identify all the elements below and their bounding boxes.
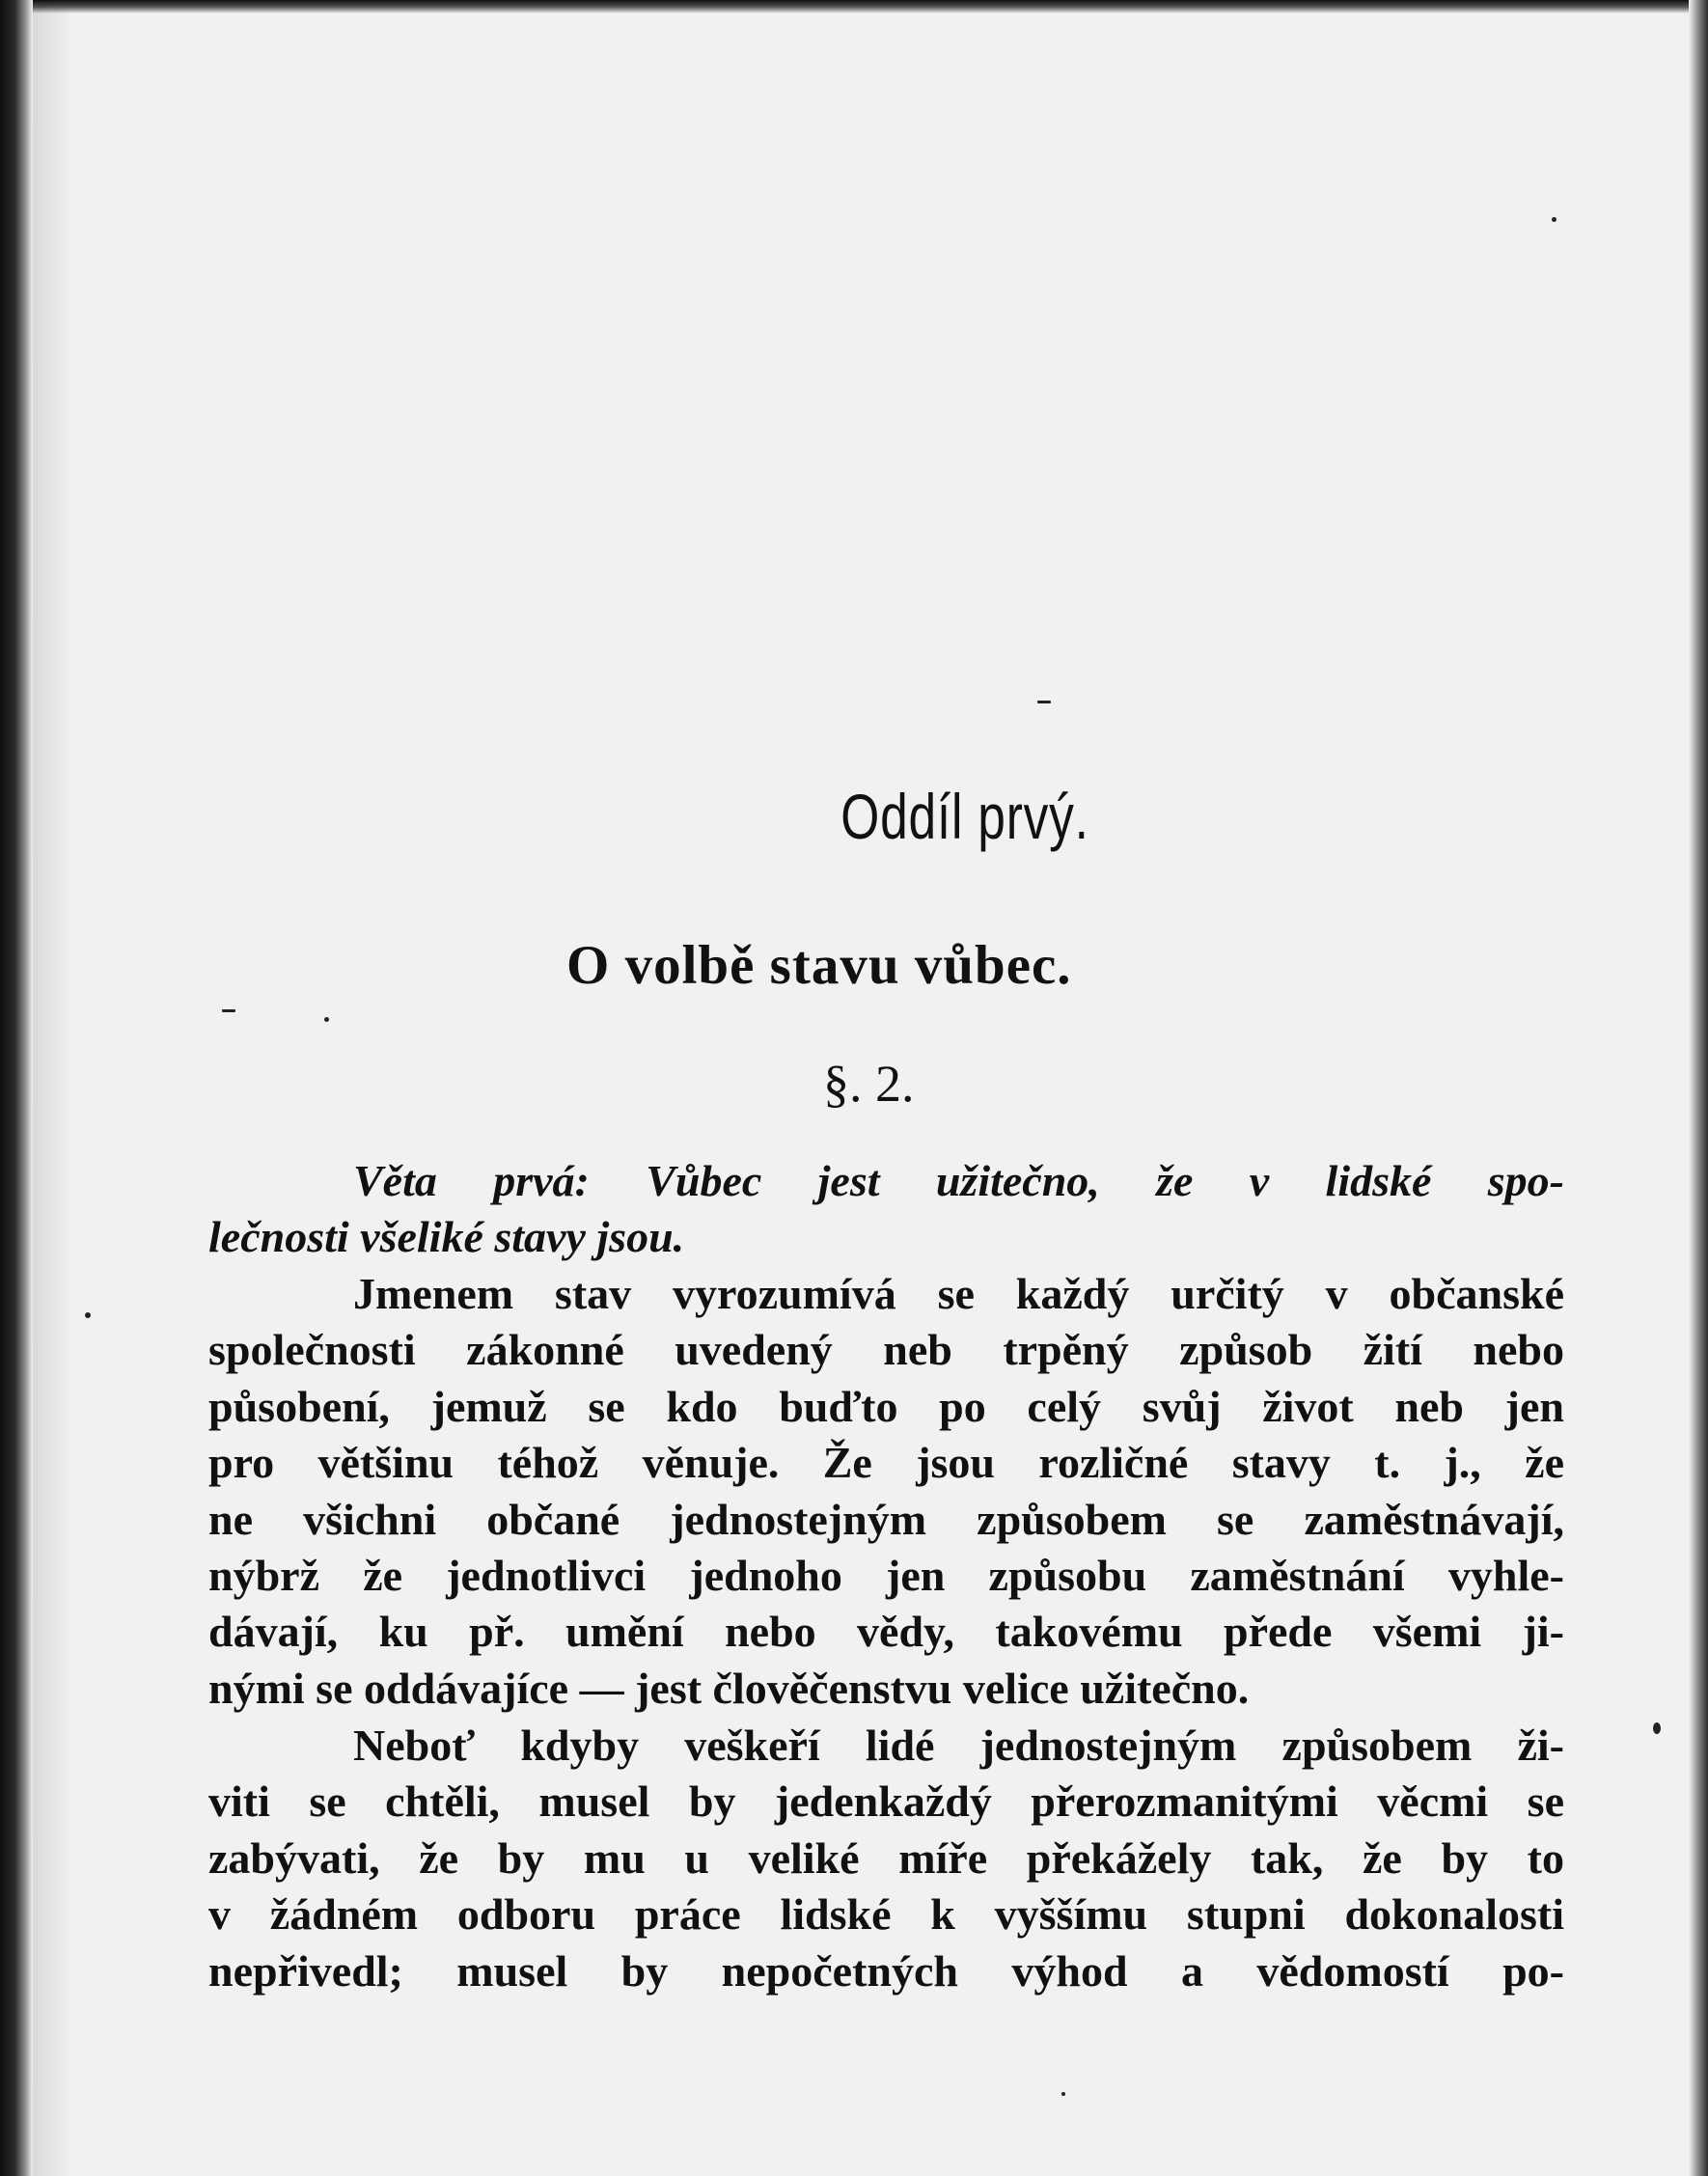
text-line: pro většinu téhož věnuje. Že jsou rozličné stavy t. j., že (208, 1438, 1564, 1488)
text-line: v žádném odboru práce lidské k vyššímu stupni dokonalosti (208, 1889, 1564, 1940)
section-heading: Oddíl prvý. (840, 781, 1089, 852)
text-line: ne všichni občané jednostejným způsobem se zaměstnávají, (208, 1494, 1564, 1544)
text-line: viti se chtěli, musel by jedenkaždý přerozmanitými věcmi se (208, 1777, 1564, 1827)
scan-speck (1653, 1722, 1661, 1734)
text-line: lečnosti všeliké stavy jsou. (208, 1212, 685, 1262)
scan-speck (85, 1312, 91, 1318)
chapter-title: O volbě stavu vůbec. (566, 935, 1072, 996)
text-line: Jmenem stav vyrozumívá se každý určitý v občanské (353, 1269, 1564, 1318)
page-right-edge (1689, 0, 1708, 2176)
text-line: dávají, ku př. umění nebo vědy, takovému přede všemi ji- (208, 1607, 1564, 1657)
page-top-edge (0, 0, 1708, 14)
paragraph-2 (208, 1718, 1564, 1999)
scan-speck (1552, 217, 1556, 222)
scan-speck (1037, 701, 1051, 703)
text-line: Neboť kdyby veškeří lidé jednostejným způsobem ži- (353, 1721, 1564, 1770)
scan-speck (324, 1017, 329, 1022)
thesis-statement (208, 1153, 1564, 1266)
gutter-shadow (33, 0, 71, 2176)
text-line: Věta prvá: Vůbec jest užitečno, že v lidské spo- (353, 1156, 1564, 1205)
text-line: nýbrž že jednotlivci jednoho jen způsobu zaměstnání vyhle- (208, 1551, 1564, 1601)
scan-speck (222, 1009, 235, 1012)
text-line: společnosti zákonné uvedený neb trpěný způsob žití nebo (208, 1325, 1564, 1375)
text-line: nými se oddávajíce — jest člověčenstvu velice užitečno. (208, 1663, 1250, 1713)
text-line: působení, jemuž se kdo buďto po celý svůj život neb jen (208, 1381, 1564, 1431)
paragraph-1 (208, 1266, 1564, 1717)
text-line: zabývati, že by mu u veliké míře překážely tak, že by to (208, 1832, 1564, 1883)
page-binding-edge (0, 0, 33, 2176)
scan-speck (1061, 2092, 1065, 2096)
text-line: nepřivedl; musel by nepočetných výhod a vědomostí po- (208, 1945, 1564, 1996)
paragraph-number: §. 2. (823, 1055, 915, 1113)
